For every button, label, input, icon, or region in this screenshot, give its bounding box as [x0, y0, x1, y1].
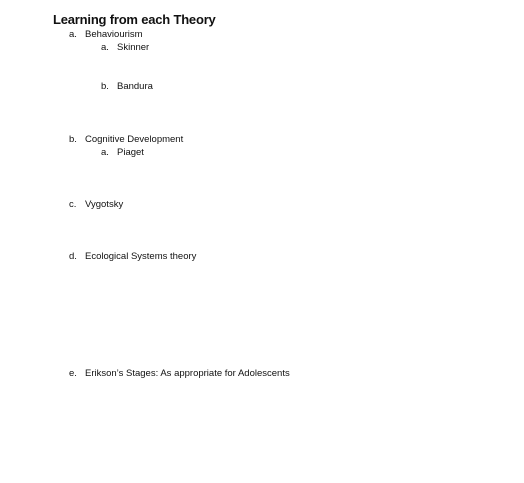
list-item-label: Cognitive Development [85, 134, 184, 145]
list-item-label: Ecological Systems theory [85, 251, 197, 262]
list-item-label: Erikson’s Stages: As appropriate for Adolescents [85, 368, 290, 379]
list-marker: d. [69, 251, 77, 262]
list-marker: b. [69, 134, 77, 145]
list-item-cognitive-development [69, 134, 183, 146]
list-item-label: Piaget [117, 147, 144, 158]
list-item-ecological-systems [69, 251, 196, 263]
list-item-vygotsky [69, 199, 123, 211]
list-item-bandura [101, 81, 153, 93]
list-item-piaget [101, 147, 144, 159]
list-item-label: Bandura [117, 81, 153, 92]
list-marker: b. [101, 81, 109, 92]
list-item-eriksons-stages [69, 368, 290, 380]
list-item-label: Behaviourism [85, 29, 143, 40]
list-marker: a. [101, 42, 109, 53]
list-item-label: Skinner [117, 42, 150, 53]
list-item-label: Vygotsky [85, 199, 124, 210]
list-marker: a. [101, 147, 109, 158]
list-item-behaviourism [69, 29, 143, 41]
list-item-skinner [101, 42, 149, 54]
document-heading: Learning from each Theory [53, 12, 216, 27]
list-marker: a. [69, 29, 77, 40]
list-marker: c. [69, 199, 77, 210]
list-marker: e. [69, 368, 77, 379]
